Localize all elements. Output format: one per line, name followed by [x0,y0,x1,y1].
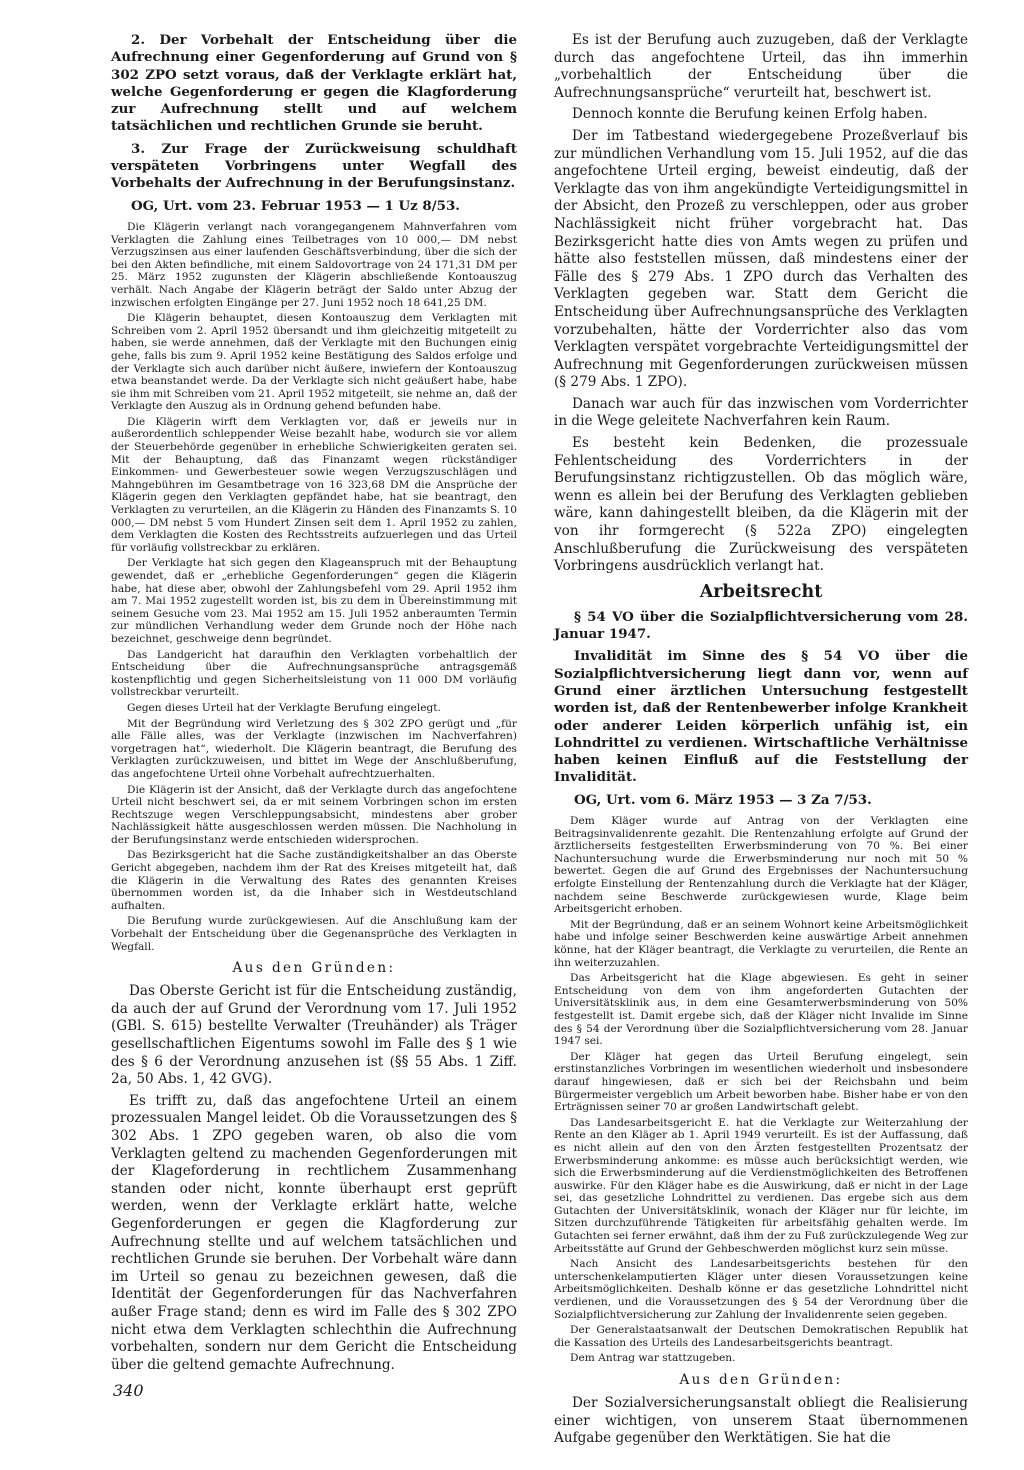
facts-paragraph: Die Klägerin verlangt nach vorangegangenem Mahnverfahren vom Verklagten die Zahlung eines Teilbetrages von 10 000,— DM nebst Verzugszinsen aus einer laufenden Geschäftsverbindung, über die sich der bei den Akten befindliche, mit einem Saldovortrage von 24 171,31 DM per 25. März 1952 zugunsten der Klägerin abschließende Kontoauszug verhält. Nach Angabe der Klägerin beträgt der Saldo unter Abzug der inzwischen erfolgten Eingänge per 27. Juni 1952 noch 18 641,25 DM. [111,220,517,309]
body-paragraph: Danach war auch für das inzwischen vom Vorderrichter in die Wege geleitete Nachverfahren kein Raum. [554,395,968,430]
right-column [554,32,968,1452]
facts-paragraph: Die Klägerin behauptet, diesen Kontoauszug dem Verklagten mit Schreiben vom 2. April 1952 übersandt und ihm gleichzeitig mitgeteilt zu haben, sie werde annehmen, daß der Verklagte mit den Buchungen einig gehe, falls bis zum 9. April 1952 keine Bestätigung des Saldos erfolge und der Verklagte sich auch darüber nicht äußere, inwiefern der Kontoauszug etwa beanstandet werde. Da der Verklagte sich nicht geäußert habe, habe sie ihm mit Schreiben vom 21. April 1952 mitgeteilt, sie nehme an, daß der Verklagte den Auszug als in Ordnung gehend befunden habe. [111,312,517,413]
body-paragraph: Es besteht kein Bedenken, die prozessuale Fehlentscheidung des Vorderrichters in der Berufungsinstanz richtigzustellen. Ob das möglich wäre, wenn es allein bei der Berufung des Verklagten geblieben wäre, kann dahingestellt bleiben, da die Klägerin mit der von ihr formgerecht (§ 522a ZPO) eingelegten Anschlußberufung die Zurückweisung des verspäteten Vorbringens ausdrücklich verlangt hat. [554,435,968,575]
facts-paragraph: Die Klägerin ist der Ansicht, daß der Verklagte durch das angefochtene Urteil nicht beschwert sei, da er mit seinem Vorbringen schon im ersten Rechtszuge wegen Verschleppungsabsicht, mindestens aber grober Nachlässigkeit hätte ausgeschlossen werden müssen. Die Nachholung in der Berufungsinstanz werde entschieden widersprochen. [111,783,517,846]
facts-paragraph: Die Berufung wurde zurückgewiesen. Auf die Anschlußung kam der Vorbehalt der Entscheidung über die Gegenansprüche des Verklagten in Wegfall. [111,915,517,953]
case-citation: OG, Urt. vom 23. Februar 1953 — 1 Uz 8/53. [131,197,460,214]
facts-paragraph: Gegen dieses Urteil hat der Verklagte Berufung eingelegt. [127,701,441,714]
facts-paragraph: Dem Kläger wurde auf Antrag von der Verklagten eine Beitragsinvalidenrente gezahlt. Die Rentenzahlung erfolgte auf Grund der ärztlicherseits festgestellten Erwerbsminderung von 70 %. Bei einer Nachuntersuchung wurde die Erwerbsminderung nur noch mit 50 % bewertet. Gegen die auf Grund des Ergebnisses der Nachuntersuchung erfolgte Einstellung der Rentenzahlung durch die Verklagte hat der Kläger, nachdem seine Beschwerde zurückgewiesen wurde, Klage beim Arbeitsgericht erhoben. [554,815,968,916]
headnote-3: 3. Zur Frage der Zurückweisung schuldhaft verspäteten Vorbringens unter Wegfall des Vorbehalts der Aufrechnung in der Berufungsinstanz. [111,140,517,192]
facts-paragraph: Dem Antrag war stattzugeben. [570,1352,736,1365]
facts-paragraph: Das Arbeitsgericht hat die Klage abgewiesen. Es geht in seiner Entscheidung von dem von ihm angeforderten Gutachten der Universitätsklinik aus, in dem eine Gesamterwerbsminderung von 50% festgestellt ist. Damit ergebe sich, daß der Kläger nicht Invalide im Sinne des § 54 der Verordnung über die Sozialpflichtversicherung vom 28. Januar 1947 sei. [554,972,968,1048]
body-paragraph: Es trifft zu, daß das angefochtene Urteil an einem prozessualen Mangel leidet. Ob die Voraussetzungen des § 302 Abs. 1 ZPO gegeben waren, ob also die vom Verklagten geltend zu machenden Gegenforderungen mit der Klageforderung in rechtlichem Zusammenhang standen oder nicht, konnte überhaupt erst geprüft werden, wenn der Verklagte erklärt hatte, welche Gegenforderungen er gegen die Klagforderung zur Aufrechnung stellte und auf welchem tatsächlichen und rechtlichen Grunde sie beruhen. Der Vorbehalt wäre dann im Urteil so genau zu bezeichnen gewesen, daß die Identität der Gegenforderungen für das Nachverfahren außer Frage stand; denn es wird im Falle des § 302 ZPO nicht etwa dem Verklagten schlechthin die Aufrechnung vorbehalten, sondern nur dem Gericht die Entscheidung über die geltend gemachte Aufrechnung. [111,1092,517,1373]
case-citation: OG, Urt. vom 6. März 1953 — 3 Za 7/53. [574,791,872,808]
left-column [111,32,517,1378]
body-paragraph: Der Sozialversicherungsanstalt obliegt die Realisierung einer wichtigen, von unserem Staat übernommenen Aufgabe gegenüber den Werktätigen. Sie hat die [554,1395,968,1447]
body-paragraph: Dennoch konnte die Berufung keinen Erfolg haben. [572,106,928,123]
statute-reference: § 54 VO über die Sozialpflichtversicherung vom 28. Januar 1947. [554,608,968,643]
facts-paragraph: Das Landgericht hat daraufhin den Verklagten vorbehaltlich der Entscheidung über die Aufrechnungsansprüche antragsgemäß kostenpflichtig und gegen Sicherheitsleistung von 11 000 DM vorläufig vollstreckbar verurteilt. [111,648,517,699]
facts-paragraph: Der Verklagte hat sich gegen den Klageanspruch mit der Behauptung gewendet, daß er „erhebliche Gegenforderungen“ gegen die Klägerin habe, hat diese aber, obwohl der Zahlungsbefehl vom 29. April 1952 ihm am 7. Mai 1952 zugestellt worden ist, bis zu dem in Übereinstimmung mit seinem Gesuche vom 23. Mai 1952 am 15. Juli 1952 anberaumten Termin zur mündlichen Verhandlung weder dem Grunde noch der Höhe nach bezeichnet, geschweige denn begründet. [111,557,517,645]
grounds-heading: Aus den Gründen: [679,1372,843,1389]
headnote: Invalidität im Sinne des § 54 VO über die Sozialpflichtversicherung liegt dann vor, wenn auf Grund einer ärztlichen Untersuchung festgestellt worden ist, daß der Rentenbewerber infolge Krankheit oder anderer Leiden körperlich unfähig ist, ein Lohndrittel zu verdienen. Wirtschaftliche Verhältnisse haben keinen Einfluß auf die Feststellung der Invalidität. [554,648,968,786]
page-number: 340 [113,1381,144,1400]
facts-paragraph: Nach Ansicht des Landesarbeitsgerichts bestehen für den unterschenkelamputierten Kläger unter diesen Voraussetzungen keine Arbeitsmöglichkeiten. Deshalb könne er das gesetzliche Lohndrittel nicht verdienen, und die Voraussetzungen des § 54 der Verordnung über die Sozialpflichtversicherung zur Zahlung der Invalidenrente seien gegeben. [554,1258,968,1321]
grounds-heading: Aus den Gründen: [232,960,396,977]
facts-paragraph: Mit der Begründung wird Verletzung des § 302 ZPO gerügt und „für alle Fälle alles, was der Verklagte (inzwischen im Nachverfahren) vorgetragen hat“, wiederholt. Die Klägerin beantragt, die Berufung des Verklagten zurückzuweisen, und bittet im Wege der Anschlußberufung, das angefochtene Urteil ohne Vorbehalt aufrechtzuerhalten. [111,717,517,780]
facts-paragraph: Der Generalstaatsanwalt der Deutschen Demokratischen Republik hat die Kassation des Urteils des Landesarbeitsgerichts beantragt. [554,1324,968,1349]
section-heading: Arbeitsrecht [699,581,823,602]
facts-paragraph: Mit der Begründung, daß er an seinem Wohnort keine Arbeitsmöglichkeit habe und infolge seiner Beschwerden keine auswärtige Arbeit annehmen könne, hat der Kläger beantragt, die Verklagte zu verurteilen, die Rente an ihn weiterzuzahlen. [554,918,968,969]
facts-paragraph: Die Klägerin wirft dem Verklagten vor, daß er jeweils nur in außerordentlich schleppender Weise bezahlt habe, wodurch sie vor allem der Steuerbehörde gegenüber in erhebliche Schwierigkeiten geraten sei. Mit der Behauptung, daß das Finanzamt wegen rückständiger Einkommen- und Gewerbesteuer sowie wegen Verzugszuschlägen und Mahngebühren im Gesamtbetrage von 16 323,68 DM die Ansprüche der Klägerin gegen den Verklagten gepfändet habe, hat sie beantragt, den Verklagten zu verurteilen, an die Klägerin zu Händen des Finanzamts S. 10 000,— DM nebst 5 vom Hundert Zinsen seit dem 1. April 1952 zu zahlen, dem Verklagten die Kosten des Rechtsstreits aufzuerlegen und das Urteil für vorläufig vollstreckbar zu erklären. [111,415,517,554]
facts-paragraph: Der Kläger hat gegen das Urteil Berufung eingelegt, sein erstinstanzliches Vorbringen im wesentlichen wiederholt und insbesondere darauf hingewiesen, daß er sich bei der Reichsbahn und beim Bürgermeister vergeblich um Arbeit beworben habe. Bisher habe er von den Erträgnissen seiner 70 ar großen Landwirtschaft gelebt. [554,1050,968,1114]
body-paragraph: Es ist der Berufung auch zuzugeben, daß der Verklagte durch das angefochtene Urteil, das ihn immerhin „vorbehaltlich der Entscheidung über die Aufrechnungsansprüche“ verurteilt hat, beschwert ist. [554,32,968,101]
facts-paragraph: Das Landesarbeitsgericht E. hat die Verklagte zur Weiterzahlung der Rente an den Kläger ab 1. April 1949 verurteilt. Es ist der Auffassung, daß es nicht allein auf den von den Ärzten festgestellten Prozentsatz der Erwerbsminderung ankomme: es müsse auch berücksichtigt werden, wie sich die Erwerbsminderung auf die Verdienstmöglichkeiten des Betroffenen auswirke. Für den Kläger habe es die Auswirkung, daß er nicht in der Lage sei, das gesetzliche Lohndrittel zu verdienen. Das ergebe sich aus dem Gutachten der Universitätsklinik, wonach der Kläger nur für leichte, im Sitzen durchzuführende Tätigkeiten für arbeitsfähig gehalten werde. Im Gutachten sei ferner erwähnt, daß ihm der zu Fuß zurückzulegende Weg zur Arbeitsstätte auf Grund der Gehbeschwerden möglichst kurz sein müsse. [554,1116,968,1255]
headnote-2: 2. Der Vorbehalt der Entscheidung über die Aufrechnung einer Gegenforderung auf Grund von § 302 ZPO setzt voraus, daß der Verklagte erklärt hat, welche Gegenforderung er gegen die Klagforderung zur Aufrechnung stellt und auf welchem tatsächlichen und rechtlichen Grunde sie beruht. [111,32,517,135]
body-paragraph: Das Oberste Gericht ist für die Entscheidung zuständig, da auch der auf Grund der Verordnung vom 17. Juli 1952 (GBl. S. 615) bestellte Verwalter (Treuhänder) als Träger gesellschaftlichen Eigentums sowohl im Falle des § 1 wie des § 6 der Verordnung anzusehen ist (§§ 55 Abs. 1 Ziff. 2a, 50 Abs. 1, 42 GVG). [111,983,517,1088]
facts-paragraph: Das Bezirksgericht hat die Sache zuständigkeitshalber an das Oberste Gericht abgegeben, nachdem ihm der Rat des Kreises mitgeteilt hat, daß die Klägerin in die Verwaltung des Rates des genannten Kreises übernommen worden ist, da die Inhaber sich in Westdeutschland aufhalten. [111,849,517,912]
body-paragraph: Der im Tatbestand wiedergegebene Prozeßverlauf bis zur mündlichen Verhandlung vom 15. Juli 1952, auf die das angefochtene Urteil erging, beweist eindeutig, daß der Verklagte das von ihm angekündigte Verteidigungsmittel in der Absicht, den Prozeß zu verschleppen, oder aus grober Nachlässigkeit nicht früher vorgebracht hat. Das Bezirksgericht hatte dies von Amts wegen zu prüfen und hätte also feststellen müssen, daß mindestens einer der Fälle des § 279 Abs. 1 ZPO durch das Verhalten des Verklagten gegeben war. Statt dem Gericht die Entscheidung über Aufrechnungsansprüche des Verklagten vorzubehalten, hätte der Vorderrichter also das vom Verklagten verspätet vorgebrachte Verteidigungsmittel der Aufrechnung mit Gegenforderungen zurückweisen müssen (§ 279 Abs. 1 ZPO). [554,127,968,391]
